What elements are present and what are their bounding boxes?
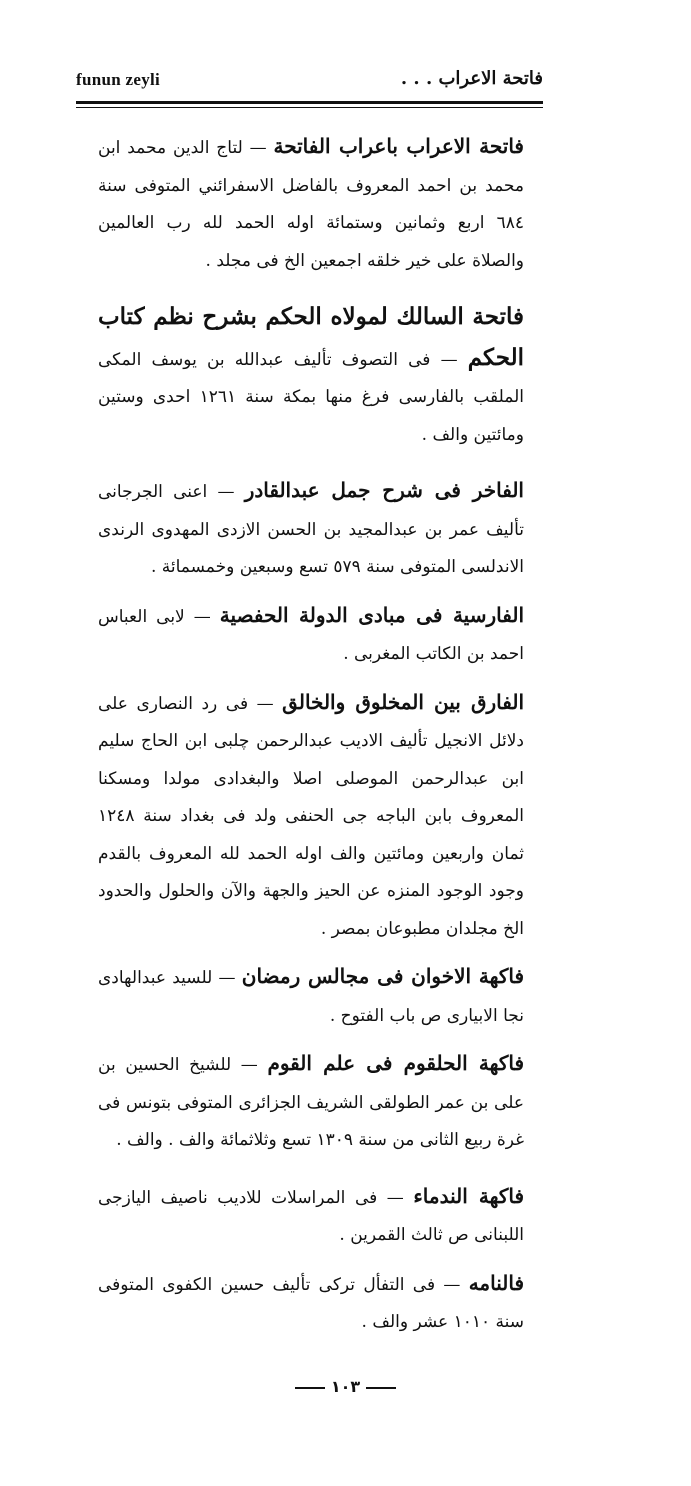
entry-title: فاكهة الندماء — [413, 1183, 525, 1208]
running-header-right: فاتحة الاعراب . . . — [400, 68, 543, 89]
entry-text: — اعنى الجرجانى تأليف عمر بن عبدالمجيد بن الحسن الازدى المهدوى الرندى الاندلسى المتوفى سنة ٥٧٩ تسع وسبعين وخمسمائة . — [98, 482, 524, 577]
entry-text: — فى التفأل تركى تأليف حسين الكفوى المتوفى سنة ١٠١٠ عشر والف . — [98, 1274, 524, 1332]
entry-text: — لابى العباس احمد بن الكاتب المغربى . — [98, 606, 524, 664]
entry-title: الفارق بين المخلوق والخالق — [282, 689, 524, 714]
entry-title: فاكهة الحلقوم فى علم القوم — [267, 1051, 525, 1075]
entry-title: فاكهة الاخوان فى مجالس رمضان — [241, 964, 525, 988]
entry-title: فالنامه — [468, 1270, 524, 1295]
entry — [98, 1045, 524, 1160]
entry-list — [98, 128, 524, 1342]
entry — [98, 684, 524, 949]
header-rule-thin — [76, 107, 543, 108]
entry-title: الفاخر فى شرح جمل عبدالقادر — [244, 478, 524, 502]
entry-title: فاتحة الاعراب باعراب الفاتحة — [273, 134, 524, 158]
entry-text: — للسيد عبدالهادى نجا الابيارى ص باب الفتوح . — [98, 968, 524, 1026]
entry-text: — فى رد النصارى على دلائل الانجيل تأليف الاديب عبدالرحمن چلبى ابن الحاج سليم ابن عبدالرحمن الموصلى اصلا والبغدادى مولدا ومسكنا المعروف بابن الباجه جى الحنفى ولد فى بغداد سنة ١٢٤٨ ثمان واربعين ومائتين والف اوله الحمد لله المعروف بالقدم وجود الوجود المنزه عن الحيز والجهة والآن والحلول والحدود الخ مجلدان مطبوعان بمصر . — [98, 693, 524, 939]
entry — [98, 128, 524, 280]
entry — [98, 472, 524, 587]
running-header-left: funun zeyli — [76, 70, 161, 89]
entry-title: فاتحة السالك لمولاه الحكم بشرح نظم كتاب الحكم — [98, 303, 524, 371]
page-number — [0, 1377, 691, 1396]
entry — [98, 958, 524, 1035]
header-rule-thick — [76, 101, 543, 104]
page-number-text: ١٠٣ — [330, 1377, 361, 1396]
entry — [98, 1178, 524, 1255]
entry-text: — لتاج الدين محمد ابن محمد بن احمد المعروف بالفاضل الاسفرائني المتوفى سنة ٦٨٤ اربع وثمانين وستمائة اوله الحمد لله رب العالمين والصلاة على خير خلقه اجمعين الخ فى مجلد . — [98, 138, 524, 271]
entry-text: — فى التصوف تأليف عبدالله بن يوسف المكى الملقب بالفارسى فرغ منها بمكة سنة ١٢٦١ احدى وستين ومائتين والف . — [98, 349, 524, 445]
dash-right — [366, 1387, 396, 1389]
entry-text: — للشيخ الحسين بن على بن عمر الطولقى الشريف الجزائرى المتوفى بتونس فى غرة ربيع الثانى من سنة ١٣٠٩ تسع وثلاثمائة والف . والف . — [98, 1055, 524, 1150]
entry — [98, 1265, 524, 1342]
dash-left — [295, 1387, 325, 1389]
entry-title: الفارسية فى مبادى الدولة الحفصية — [219, 602, 524, 627]
entry — [98, 298, 524, 454]
entry — [98, 597, 524, 674]
entry-text: — فى المراسلات للاديب ناصيف اليازجى اللبنانى ص ثالث القمرين . — [98, 1187, 524, 1245]
